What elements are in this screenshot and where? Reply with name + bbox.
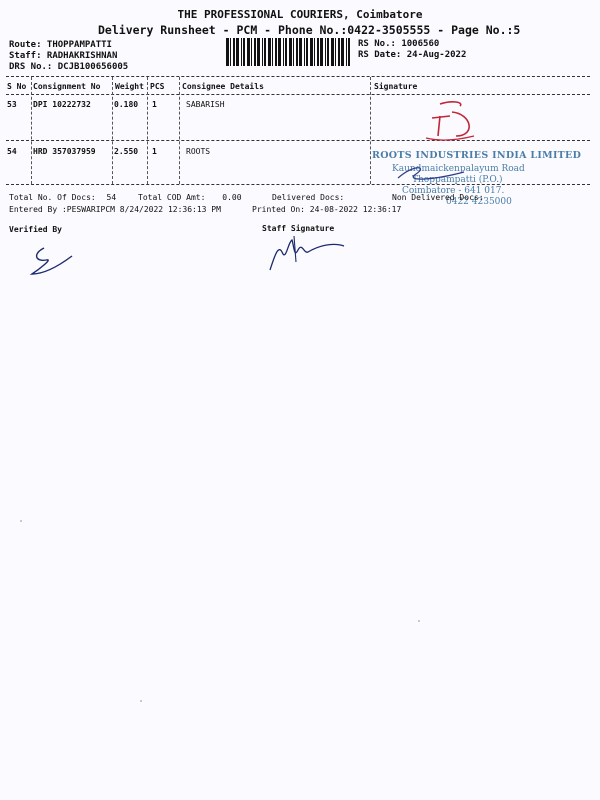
cod-value: 0.00 <box>222 193 242 202</box>
row-pcs: 1 <box>152 100 157 109</box>
row-sno: 53 <box>7 100 17 109</box>
total-docs-label: Total No. Of Docs: <box>9 193 96 202</box>
row-weight: 0.180 <box>114 100 139 109</box>
drs-number: DRS No.: DCJB100656005 <box>9 62 129 72</box>
row-consignment: HRD 357037959 <box>33 147 96 156</box>
barcode-icon <box>226 38 352 66</box>
col-sno: S No <box>7 82 27 91</box>
scan-speck <box>140 700 142 702</box>
col-divider <box>112 77 113 184</box>
stamp-city: Coimbatore - 641 017. <box>402 186 505 196</box>
runsheet-subtitle: Delivery Runsheet - PCM - Phone No.:0422-3505555 - Page No.:5 <box>98 23 521 37</box>
col-divider <box>147 77 148 184</box>
total-docs-value: 54 <box>106 193 117 202</box>
col-pcs: PCS <box>150 82 165 91</box>
total-docs <box>9 193 116 202</box>
cod-label: Total COD Amt: <box>138 193 206 202</box>
col-consignment: Consignment No <box>33 82 101 91</box>
col-consignee: Consignee Details <box>182 82 264 91</box>
scan-speck <box>418 620 420 622</box>
header-rule <box>6 94 590 95</box>
row-consignee: ROOTS <box>186 147 211 156</box>
stamp-phone: 0422 4235000 <box>446 197 512 207</box>
delivered-docs: Delivered Docs: <box>272 193 345 202</box>
stamp-road: Kaundmaickenpalayum Road <box>392 164 525 174</box>
row-consignment: DPI 10222732 <box>33 100 91 109</box>
rs-date: RS Date: 24-Aug-2022 <box>358 50 467 60</box>
stamp-area: Thoppampatti (P.O.) <box>412 175 503 185</box>
row-consignee: SABARISH <box>186 100 225 109</box>
verified-by-label: Verified By <box>9 225 62 234</box>
row-rule <box>6 140 590 141</box>
staff-signature-label: Staff Signature <box>262 224 335 233</box>
route-label: Route: THOPPAMPATTI <box>9 40 112 50</box>
signature-mark-icon <box>420 96 490 146</box>
staff-signature-icon <box>264 232 348 274</box>
stamp-company: ROOTS INDUSTRIES INDIA LIMITED <box>372 150 582 161</box>
stamp-scribble-icon <box>394 160 474 184</box>
total-cod <box>138 193 242 202</box>
col-weight: Weight <box>115 82 144 91</box>
col-divider <box>31 77 32 184</box>
row-pcs: 1 <box>152 147 157 156</box>
rs-number: RS No.: 1006560 <box>358 39 440 49</box>
printed-on: Printed On: 24-08-2022 12:36:17 <box>252 205 402 214</box>
entered-by: Entered By :PESWARIPCM 8/24/2022 12:36:13 PM <box>9 205 221 214</box>
row-sno: 54 <box>7 147 17 156</box>
table-top-rule <box>6 76 590 77</box>
company-title: THE PROFESSIONAL COURIERS, Coimbatore <box>177 8 423 21</box>
verified-signature-icon <box>26 244 78 278</box>
col-divider <box>179 77 180 184</box>
staff-label: Staff: RADHAKRISHNAN <box>9 51 118 61</box>
col-divider <box>370 77 371 184</box>
non-delivered-docs: Non Delivered Docs: <box>392 193 484 202</box>
row-weight: 2.550 <box>114 147 139 156</box>
col-signature: Signature <box>374 82 418 91</box>
scan-speck <box>20 520 22 522</box>
